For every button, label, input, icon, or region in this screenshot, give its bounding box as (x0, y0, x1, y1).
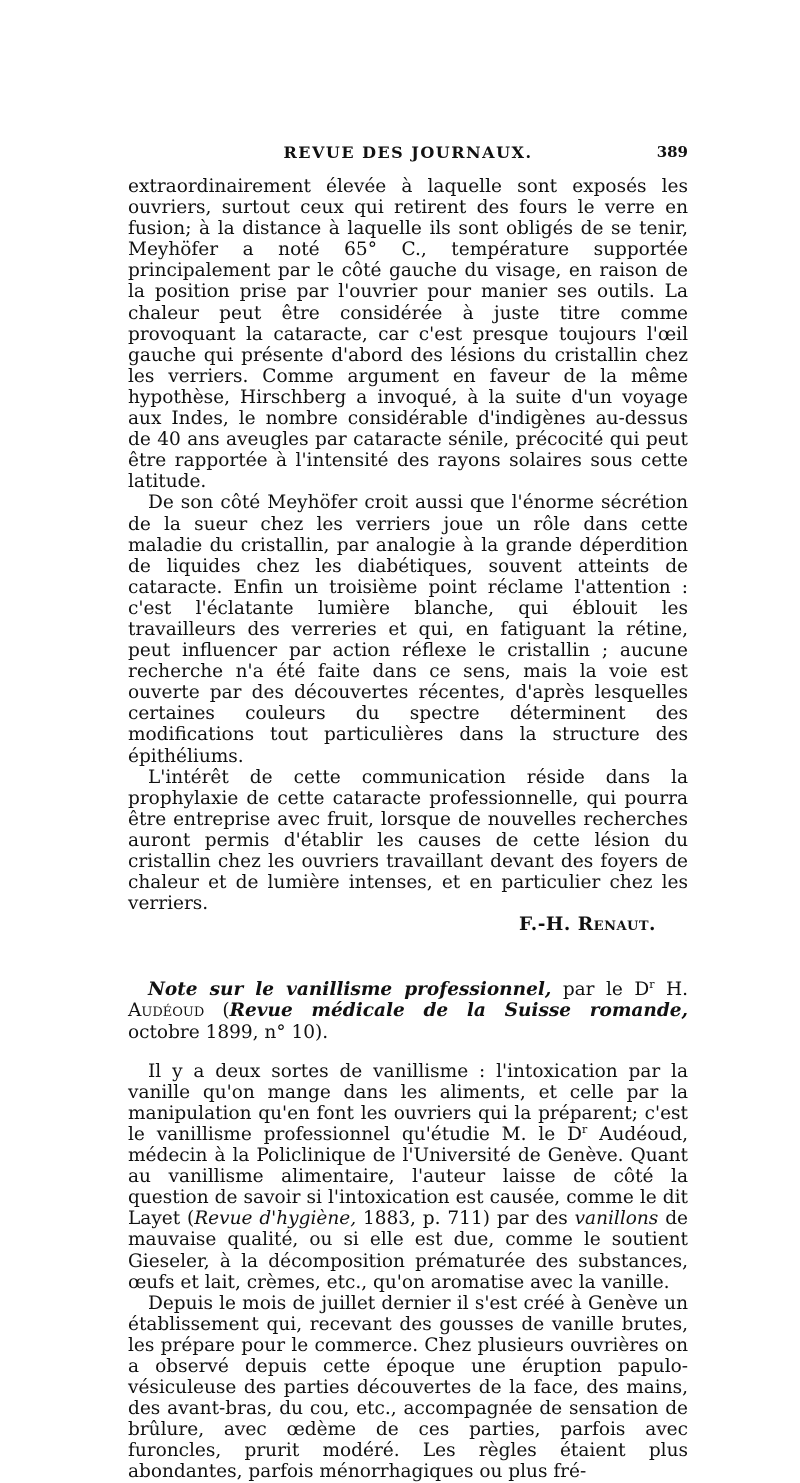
text-run: 1883, p. 711) par des (362, 1208, 568, 1230)
paren-open: ( (222, 1000, 230, 1022)
emphasized-term: vanillons (574, 1208, 659, 1230)
article-title: Note sur le vanillisme professionnel, (148, 979, 552, 1001)
journal-name: Revue médicale de la Suisse romande, (229, 1000, 688, 1022)
body-text (128, 176, 688, 1483)
article-author: H. Audéoud (128, 979, 689, 1022)
page-header (128, 143, 688, 165)
running-title: REVUE DES JOURNAUX. (283, 143, 533, 162)
paragraph: Depuis le mois de juillet dernier il s'est créé à Genève un établissement qui, recevant des gousses de vanille brutes, les prépare pour le commerce. Chez plusieurs ouvrières on a observé depuis cette époque une éruption papulo-vésiculeuse des parties découvertes de la face, des mains, des avant-bras, du cou, etc., accompagnée de sensation de brûlure, avec œdème de ces parties, parfois avec furoncles, prurit modéré. Les règles étaient plus abondantes, parfois ménorrhagiques ou plus fré- (128, 1292, 688, 1483)
text-run: Audéoud, médecin à la Policlinique de l'Université de Genève. Quant au vanillisme alimentaire, l'auteur laisse de côté la question de savoir si l'intoxication est causée, comme le dit Layet ( (128, 1123, 688, 1230)
article-heading (128, 979, 688, 1042)
doctor-sup: r (649, 978, 655, 992)
article-by: par le (562, 979, 623, 1001)
doctor-sup: r (581, 1122, 588, 1136)
author-signature: F.-H. Renaut. (519, 914, 656, 936)
journal-name: Revue d'hygiène, (194, 1208, 357, 1230)
text-run: Il y a deux sortes de vanillisme : l'intoxication par la vanille qu'on mange dans les aliments, et celle par la manipulation qu'en font les ouvriers qui la préparent; c'est le vanillisme professionnel qu'étudie M. le (128, 1060, 688, 1145)
journal-ref: octobre 1899, n° 10). (128, 1021, 329, 1043)
paragraph: De son côté Meyhöfer croit aussi que l'énorme sécrétion de la sueur chez les verriers joue un rôle dans cette maladie du cristallin, par analogie à la grande déperdition de liquides chez les diabétiques, souvent atteints de cataracte. Enfin un troisième point réclame l'attention : c'est l'éclatante lumière blanche, qui éblouit les travailleurs des verreries et qui, en fatiguant la rétine, peut influencer par action réflexe le cristallin ; aucune recherche n'a été faite dans ce sens, mais la voie est ouverte par des découvertes récentes, d'après lesquelles certaines couleurs du spectre déterminent des modifications tout particulières dans la structure des épithéliums. (128, 492, 688, 767)
paragraph: L'intérêt de cette communication réside dans la prophylaxie de cette cataracte professionnelle, qui pourra être entreprise avec fruit, lorsque de nouvelles recherches auront permis d'établir les causes de cette lésion du cristallin chez les ouvriers travaillant devant des foyers de chaleur et de lumière intenses, et en particulier chez les verriers. (128, 766, 688, 915)
text-run: de mauvaise qualité, ou si elle est due, comme le soutient Gieseler, à la décomposition prématurée des substances, œufs et lait, crèmes, etc., qu'on aromatise avec la vanille. (128, 1208, 688, 1293)
doctor-abbrev: D (567, 1123, 582, 1145)
paragraph (128, 1061, 688, 1293)
paragraph-continuation: extraordinairement élevée à laquelle sont exposés les ouvriers, surtout ceux qui retirent des fours le verre en fusion; à la distance à laquelle ils sont obligés de se tenir, Meyhöfer a noté 65° C., température supportée principalement par le côté gauche du visage, en raison de la position prise par l'ouvrier pour manier ses outils. La chaleur peut être considérée à juste titre comme provoquant la cataracte, car c'est presque toujours l'œil gauche qui présente d'abord des lésions du cristallin chez les verriers. Comme argument en faveur de la même hypothèse, Hirschberg a invoqué, à la suite d'un voyage aux Indes, le nombre considérable d'indigènes au-dessus de 40 ans aveugles par cataracte sénile, précocité qui peut être rapportée à l'intensité des rayons solaires sous cette latitude. (128, 176, 688, 493)
page-number: 389 (656, 143, 688, 161)
spacer (128, 1043, 688, 1061)
doctor-abbrev: D (634, 979, 650, 1001)
